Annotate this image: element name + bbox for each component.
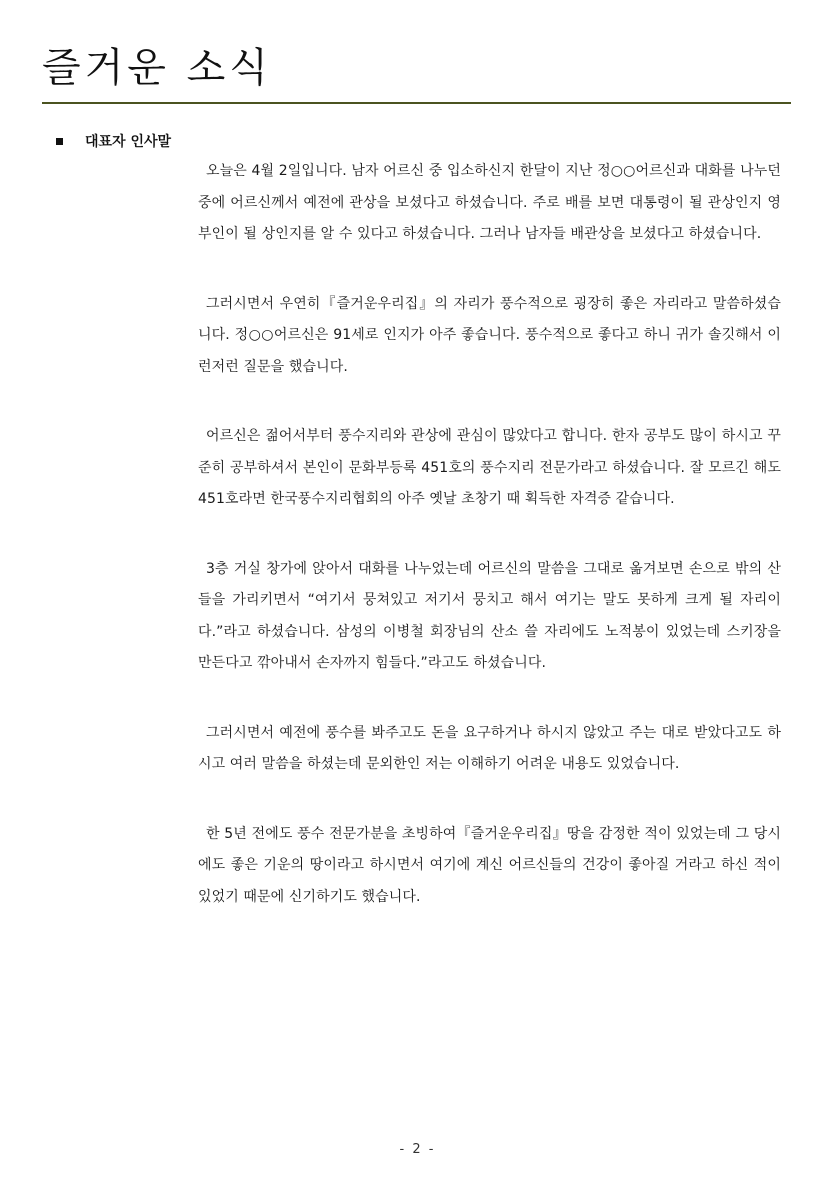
page-number: - 2 - bbox=[399, 1142, 436, 1157]
paragraph: 그러시면서 예전에 풍수를 봐주고도 돈을 요구하거나 하시지 않았고 주는 대로 받았다고도 하시고 여러 말씀을 하셨는데 문외한인 저는 이해하기 어려운 내용도 있었습니다. bbox=[198, 724, 781, 772]
paragraph: 그러시면서 우연히『즐거운우리집』의 자리가 풍수적으로 굉장히 좋은 자리라고 말씀하셨습니다. 정○○어르신은 91세로 인지가 아주 좋습니다. 풍수적으로 좋다고 하니 귀가 솔깃해서 이런저런 질문을 했습니다. bbox=[198, 295, 781, 375]
paragraph: 한 5년 전에도 풍수 전문가분을 초빙하여『즐거운우리집』땅을 감정한 적이 있었는데 그 당시에도 좋은 기운의 땅이라고 하시면서 여기에 계신 어르신들의 건강이 좋아질 거라고 하신 적이 있었기 때문에 신기하기도 했습니다. bbox=[198, 825, 781, 905]
section-heading bbox=[56, 131, 171, 151]
section-heading-label: 대표자 인사말 bbox=[85, 134, 172, 150]
page-title: 즐거운 소식 bbox=[42, 45, 272, 91]
paragraph: 3층 거실 창가에 앉아서 대화를 나누었는데 어르신의 말씀을 그대로 옮겨보면 손으로 밖의 산들을 가리키면서 “여기서 뭉쳐있고 저기서 뭉치고 해서 여기는 말도 못하게 크게 될 자리이다.”라고 하셨습니다. 삼성의 이병철 회장님의 산소 쓸 자리에도 노적봉이 있었는데 스키장을 만든다고 깎아내서 손자까지 힘들다.”라고도 하셨습니다. bbox=[198, 560, 781, 671]
title-divider bbox=[42, 102, 791, 104]
square-bullet-icon bbox=[56, 138, 63, 145]
paragraph: 오늘은 4월 2일입니다. 남자 어르신 중 입소하신지 한달이 지난 정○○어르신과 대화를 나누던 중에 어르신께서 예전에 관상을 보셨다고 하셨습니다. 주로 배를 보면 대통령이 될 관상인지 영부인이 될 상인지를 알 수 있다고 하셨습니다. 그러나 남자들 배관상을 보셨다고 하셨습니다. bbox=[198, 163, 781, 242]
paragraph: 어르신은 젊어서부터 풍수지리와 관상에 관심이 많았다고 합니다. 한자 공부도 많이 하시고 꾸준히 공부하셔서 본인이 문화부등록 451호의 풍수지리 전문가라고 하셨습니다. 잘 모르긴 해도 451호라면 한국풍수지리협회의 아주 옛날 초창기 때 획득한 자격증 같습니다. bbox=[198, 428, 781, 507]
body-text bbox=[198, 156, 781, 951]
